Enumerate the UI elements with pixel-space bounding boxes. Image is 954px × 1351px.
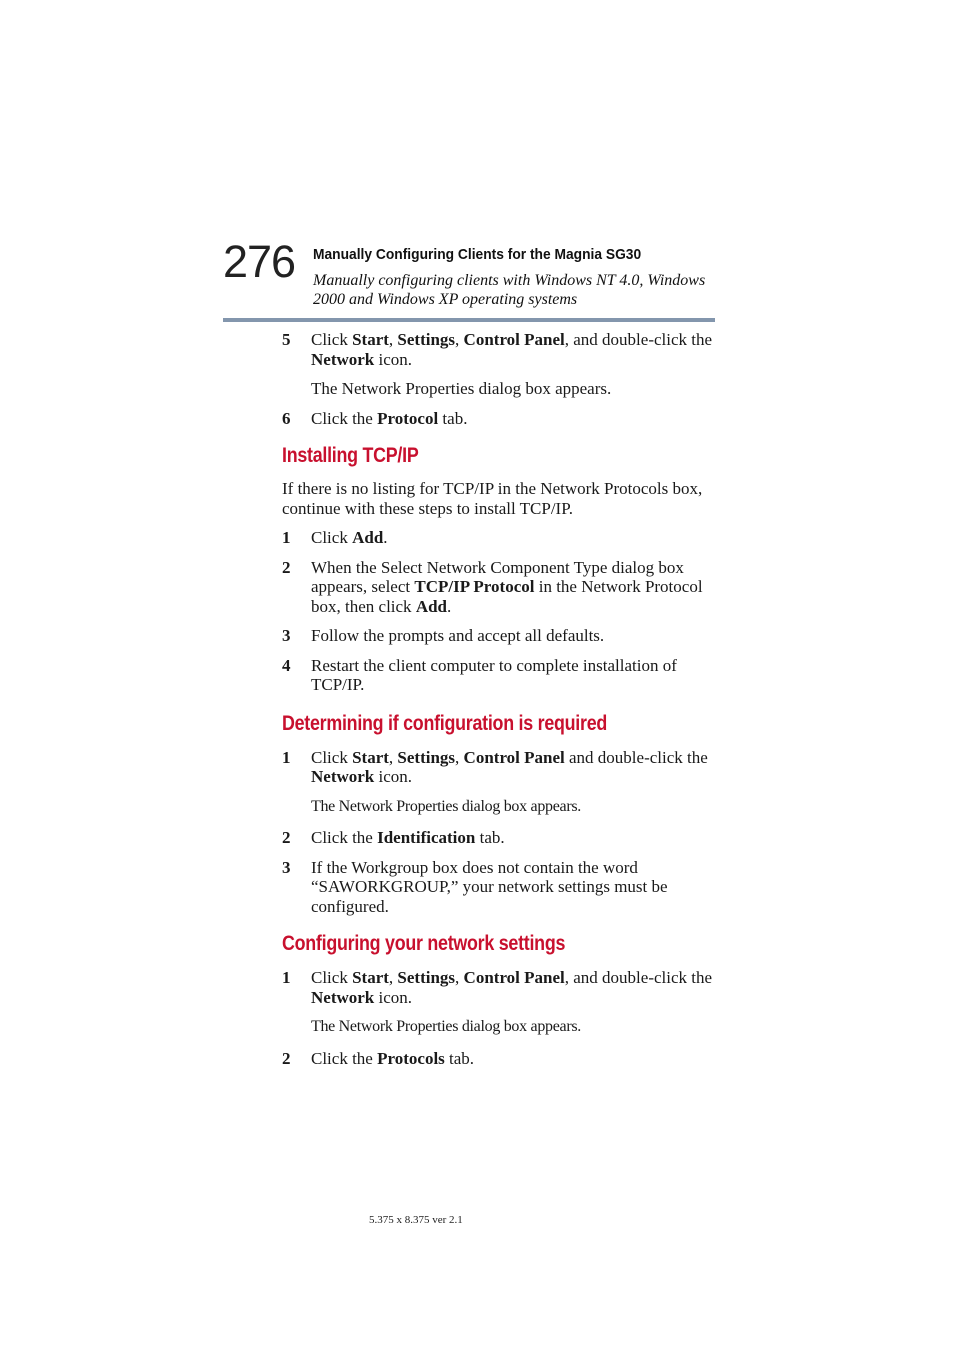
section-paragraph: If there is no listing for TCP/IP in the Network Protocols box, continue with these steps to install TCP/IP. [282, 479, 703, 518]
step-number: 1 [282, 747, 291, 767]
bold-term: Protocol [377, 408, 439, 428]
step-item: 1 Click Add. [282, 528, 388, 547]
step-item: 5 Click Start, Settings, Control Panel, and double-click the Network icon. [282, 330, 713, 369]
step-item: 2 When the Select Network Component Type dialog box appears, select TCP/IP Protocol in the Network Protocol box, then click Add. [282, 557, 703, 616]
step-item: 2 Click the Identification tab. [282, 828, 505, 847]
bold-term: Settings [397, 968, 456, 987]
step-item: 6 Click the Protocol tab. [282, 408, 468, 428]
step-number: 2 [282, 828, 291, 847]
bold-term: Add [415, 596, 447, 616]
page-number: 276 [223, 236, 296, 287]
section-heading-configuring-network: Configuring your network settings [282, 932, 566, 955]
section-heading-installing-tcpip: Installing TCP/IP [282, 444, 419, 467]
main-content [282, 330, 722, 1068]
running-title: Manually Configuring Clients for the Magnia SG30 [313, 246, 642, 263]
step-number: 6 [282, 408, 291, 428]
step-item: 1 Click Start, Settings, Control Panel, and double-click the Network icon. [282, 968, 713, 1007]
bold-term: Network [311, 987, 375, 1007]
step-number: 2 [282, 1048, 291, 1068]
step-number: 1 [282, 528, 291, 547]
bold-term: Protocols [377, 1048, 445, 1068]
step-number: 1 [282, 968, 291, 987]
running-head [313, 245, 713, 309]
step-note: The Network Properties dialog box appears. [311, 797, 581, 815]
bold-term: Add [352, 528, 384, 547]
step-item: 2 Click the Protocols tab. [282, 1048, 475, 1068]
step-number: 3 [282, 857, 291, 877]
step-note: The Network Properties dialog box appears. [311, 1018, 581, 1035]
bold-term: Control Panel [463, 330, 565, 349]
bold-term: TCP/IP Protocol [414, 577, 535, 596]
bold-term: Start [352, 330, 389, 349]
section-heading-determining-configuration: Determining if configuration is required [282, 711, 608, 735]
step-number: 2 [282, 557, 291, 577]
step-item: 4 Restart the client computer to complete installation of TCP/IP. [282, 655, 677, 694]
bold-term: Network [311, 767, 375, 786]
step-number: 3 [282, 626, 291, 645]
page-footer: 5.375 x 8.375 ver 2.1 [369, 1214, 463, 1226]
bold-term: Settings [397, 747, 456, 767]
step-number: 5 [282, 330, 291, 349]
header-rule [223, 318, 715, 322]
step-number: 4 [282, 655, 291, 675]
step-item: 1 Click Start, Settings, Control Panel and double-click the Network icon. [282, 747, 708, 786]
bold-term: Network [311, 349, 375, 369]
bold-term: Start [352, 747, 389, 767]
step-item: 3 Follow the prompts and accept all defaults. [282, 626, 605, 645]
bold-term: Start [352, 968, 389, 987]
bold-term: Settings [397, 330, 456, 349]
running-subtitle: Manually configuring clients with Windows NT 4.0, Windows 2000 and Windows XP operating systems [313, 272, 706, 308]
bold-term: Identification [377, 828, 476, 847]
step-item: 3 If the Workgroup box does not contain the word “SAWORKGROUP,” your network settings must be configured. [282, 857, 668, 916]
step-note: The Network Properties dialog box appears. [311, 379, 612, 398]
bold-term: Control Panel [463, 747, 565, 767]
bold-term: Control Panel [463, 968, 565, 987]
